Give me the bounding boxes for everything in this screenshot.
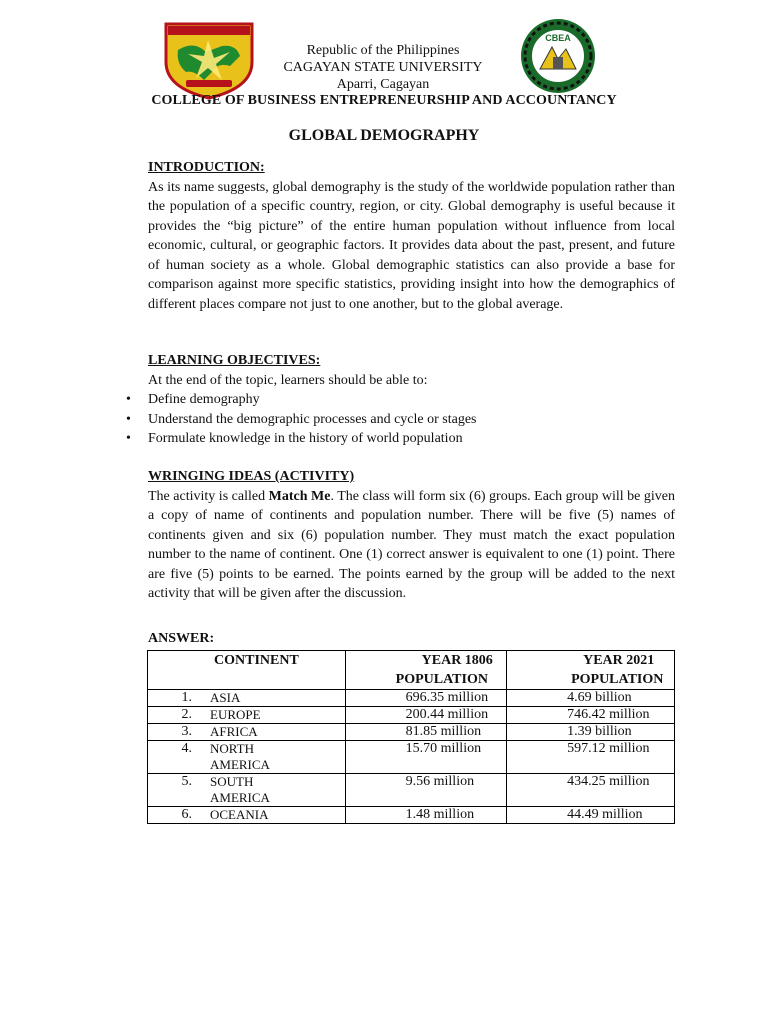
list-item: • Define demography	[126, 390, 477, 410]
population-table	[147, 650, 675, 824]
answer-label: ANSWER:	[148, 631, 215, 646]
table-row: 5. SOUTH AMERICA 9.56 million 434.25 million	[148, 774, 675, 807]
activity-section	[148, 467, 675, 604]
table-row: 3. AFRICA 81.85 million 1.39 billion	[148, 724, 675, 741]
cbea-seal-text: CBEA	[545, 33, 571, 43]
college-name: COLLEGE OF BUSINESS ENTREPRENEURSHIP AND ACCOUNTANCY	[151, 93, 617, 108]
column-header-continent: CONTINENT	[148, 651, 346, 690]
university-name: CAGAYAN STATE UNIVERSITY	[283, 60, 483, 75]
bullet-icon: •	[126, 392, 131, 407]
objectives-list	[126, 390, 477, 449]
introduction-text: As its name suggests, global demography is the study of the worldwide population rather than the population of a specific country, region, or city. Global demography is useful because it provides the “big picture” of the entire human population without influence from local economic, cultural, or geographic factors. It provides data about the past, present, and future of human society as a whole. Global demographic statistics can also provide a base for comparison against more specific statistics, providing insight into how the demographics of different places compare not just to one another, but to the global average.	[148, 179, 675, 312]
activity-heading: WRINGING IDEAS (ACTIVITY)	[148, 469, 355, 484]
activity-text: The activity is called Match Me. The class will form six (6) groups. Each group will be given a copy of name of continents and population number. There will be five (5) names of continents given and six (6) population number. They must match the exact population number to the name of continent. One (1) correct answer is equivalent to one (1) point. There are five (5) points to be earned. The points earned by the group will be added to the next activity that will be given after the discussion.	[148, 488, 676, 601]
table-header-row	[148, 651, 675, 690]
objectives-lead: At the end of the topic, learners should be able to:	[148, 372, 428, 388]
table-row: 1. ASIA 696.35 million 4.69 billion	[148, 690, 675, 707]
activity-name: Match Me	[268, 488, 331, 504]
column-header-year-1806: YEAR 1806 POPULATION	[345, 651, 506, 690]
column-header-year-2021: YEAR 2021 POPULATION	[507, 651, 675, 690]
table-row: 2. EUROPE 200.44 million 746.42 million	[148, 707, 675, 724]
table-row: 4. NORTH AMERICA 15.70 million 597.12 million	[148, 741, 675, 774]
cbea-college-seal-logo	[508, 17, 608, 95]
institution-header	[250, 42, 516, 93]
table-row: 6. OCEANIA 1.48 million 44.49 million	[148, 807, 675, 824]
document-title: GLOBAL DEMOGRAPHY	[288, 127, 480, 144]
introduction-heading: INTRODUCTION:	[148, 160, 265, 175]
republic-line: Republic of the Philippines	[306, 43, 460, 58]
bullet-icon: •	[126, 411, 131, 427]
introduction-section	[148, 158, 675, 314]
bullet-icon: •	[126, 431, 131, 446]
list-item: • Understand the demographic processes and cycle or stages	[126, 410, 477, 430]
cagayan-state-university-seal-logo	[164, 22, 254, 100]
list-item: • Formulate knowledge in the history of world population	[126, 429, 477, 449]
campus-location: Aparri, Cagayan	[336, 77, 430, 92]
objectives-section	[148, 351, 675, 390]
objectives-heading: LEARNING OBJECTIVES:	[148, 353, 321, 368]
